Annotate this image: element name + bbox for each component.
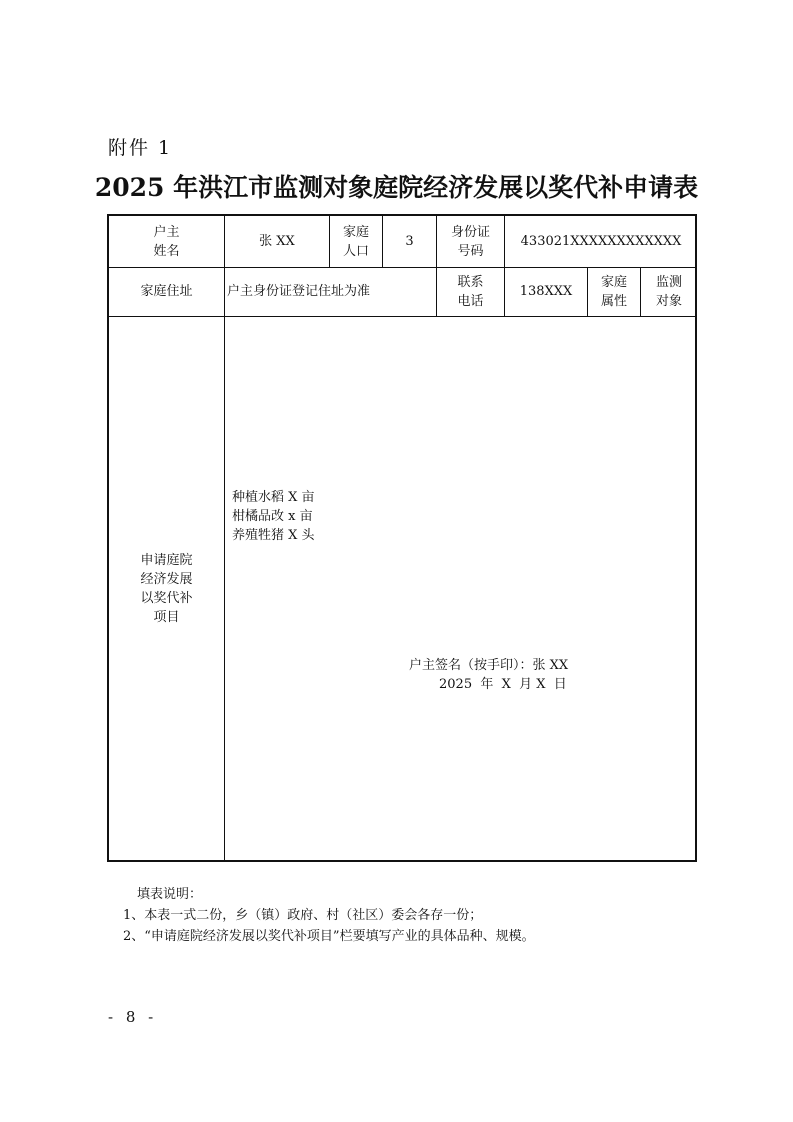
household-size-value: 3 bbox=[405, 234, 414, 249]
project-item: 种植水稻 X 亩 bbox=[232, 490, 315, 505]
project-item: 柑橘品改 x 亩 bbox=[232, 509, 313, 524]
household-size-label: 家庭 人口 bbox=[342, 224, 369, 259]
address-label: 家庭住址 bbox=[140, 284, 193, 299]
household-attribute-label: 家庭 属性 bbox=[600, 274, 627, 309]
annex-label: 附件 1 bbox=[108, 137, 173, 159]
phone-value: 138XXX bbox=[519, 284, 573, 299]
id-number-value: 433021XXXXXXXXXXXX bbox=[520, 234, 682, 249]
instruction-line: 1、本表一式二份，乡（镇）政府、村（社区）委会各存一份； bbox=[123, 908, 483, 923]
head-of-household-label: 户主 姓名 bbox=[153, 224, 180, 259]
application-form-table bbox=[107, 214, 697, 862]
page-number: - 8 - bbox=[108, 1008, 158, 1026]
project-item: 养殖牲猪 X 头 bbox=[232, 528, 315, 543]
head-of-household-value: 张 XX bbox=[259, 234, 295, 249]
row3-divider bbox=[224, 316, 225, 862]
household-attribute-value: 监测 对象 bbox=[655, 274, 682, 309]
project-items-list bbox=[232, 488, 315, 545]
address-value: 户主身份证登记住址为准 bbox=[227, 284, 371, 299]
applicant-signature: 户主签名（按手印）：张 XX bbox=[409, 658, 569, 673]
signature-date: 2025 年 X 月 X 日 bbox=[439, 677, 567, 692]
project-label: 申请庭院 经济发展 以奖代补 项目 bbox=[140, 553, 193, 625]
filling-instructions bbox=[123, 884, 535, 947]
instructions-heading: 填表说明： bbox=[137, 887, 203, 902]
form-title: 2025 年洪江市监测对象庭院经济发展以奖代补申请表 bbox=[94, 173, 699, 202]
instruction-line: 2、“申请庭院经济发展以奖代补项目”栏要填写产业的具体品种、规模。 bbox=[123, 929, 535, 944]
phone-label: 联系 电话 bbox=[457, 274, 484, 309]
row2-divider-a bbox=[224, 267, 225, 316]
id-number-label: 身份证 号码 bbox=[450, 224, 490, 259]
